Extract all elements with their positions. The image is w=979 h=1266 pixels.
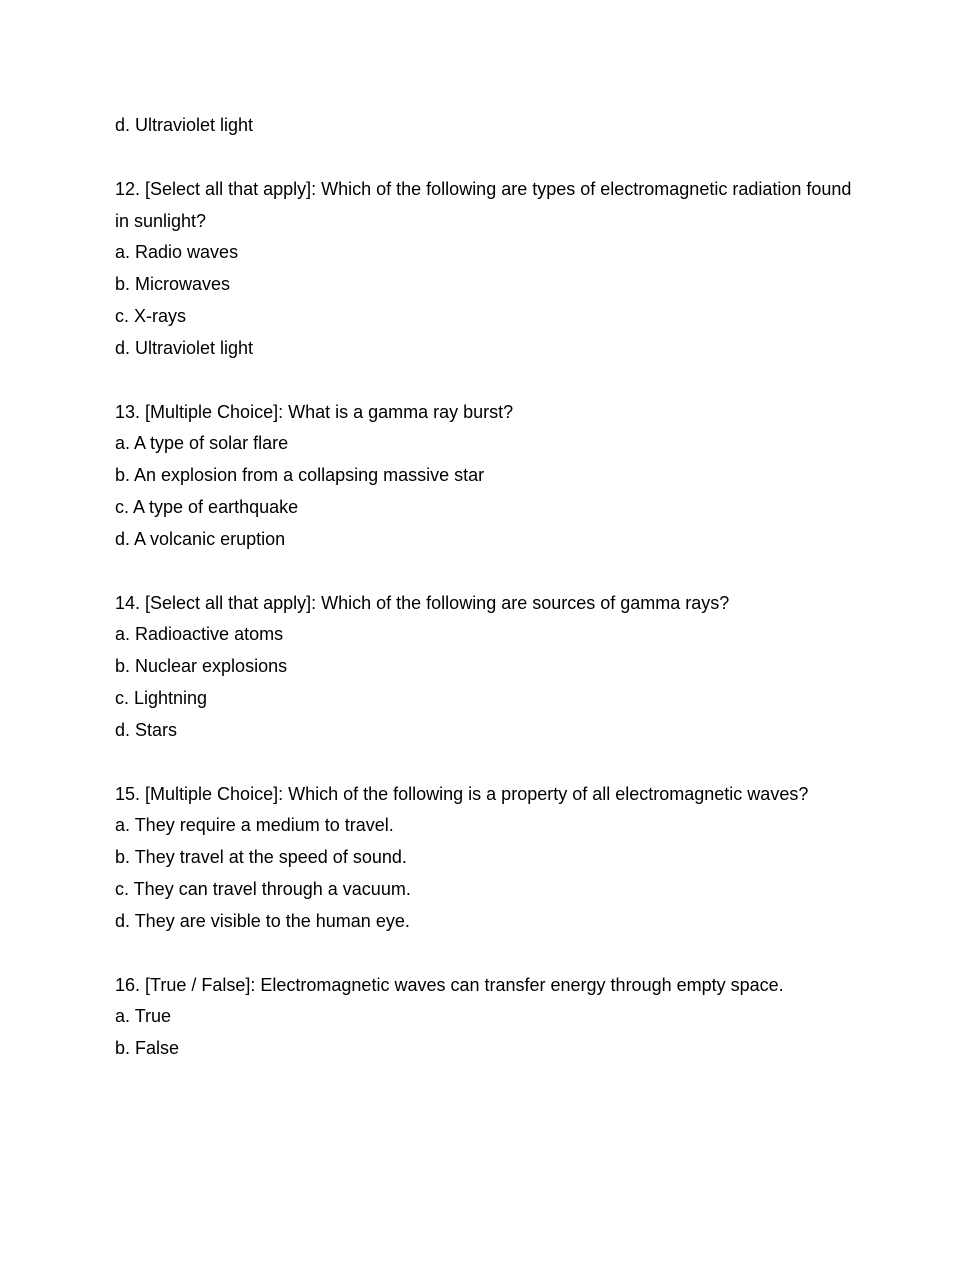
option-d: d. Stars [115,719,178,740]
option-b: b. Microwaves [115,274,231,295]
option-c: c. They can travel through a vacuum. [115,878,411,899]
option-list [115,1001,855,1065]
option-c: c. A type of earthquake [115,496,299,517]
option-d: d. They are visible to the human eye. [115,910,410,931]
question-text: 15. [Multiple Choice]: Which of the following is a property of all electromagnetic waves? [115,783,809,804]
option-b: b. An explosion from a collapsing massive star [115,465,485,486]
question-13 [115,397,855,556]
question-15 [115,779,855,938]
option-a: a. True [115,1006,172,1027]
option-c: c. Lightning [115,687,208,708]
question-text: 13. [Multiple Choice]: What is a gamma ray burst? [115,401,514,422]
option-a: a. Radio waves [115,242,239,263]
option-list [115,810,855,937]
option-b: b. They travel at the speed of sound. [115,847,407,868]
question-14 [115,588,855,747]
option-list [115,619,855,746]
option-a: a. Radioactive atoms [115,624,284,645]
question-16 [115,970,855,1065]
option-a: a. A type of solar flare [115,433,289,454]
option-a: a. They require a medium to travel. [115,815,394,836]
option-list [115,237,855,364]
option-b: b. False [115,1038,180,1059]
option-d: d. Ultraviolet light [115,337,254,358]
option-b: b. Nuclear explosions [115,656,288,677]
question-text: 14. [Select all that apply]: Which of the following are sources of gamma rays? [115,592,730,613]
option-list [115,428,855,555]
question-text: 12. [Select all that apply]: Which of the following are types of electromagnetic radiation found in sunlight? [115,178,852,231]
option-c: c. X-rays [115,305,187,326]
question-text: 16. [True / False]: Electromagnetic waves can transfer energy through empty space. [115,974,784,995]
option-d: d. A volcanic eruption [115,528,286,549]
quiz-content [115,110,855,1065]
question-12 [115,174,855,365]
carryover-option: d. Ultraviolet light [115,115,254,135]
